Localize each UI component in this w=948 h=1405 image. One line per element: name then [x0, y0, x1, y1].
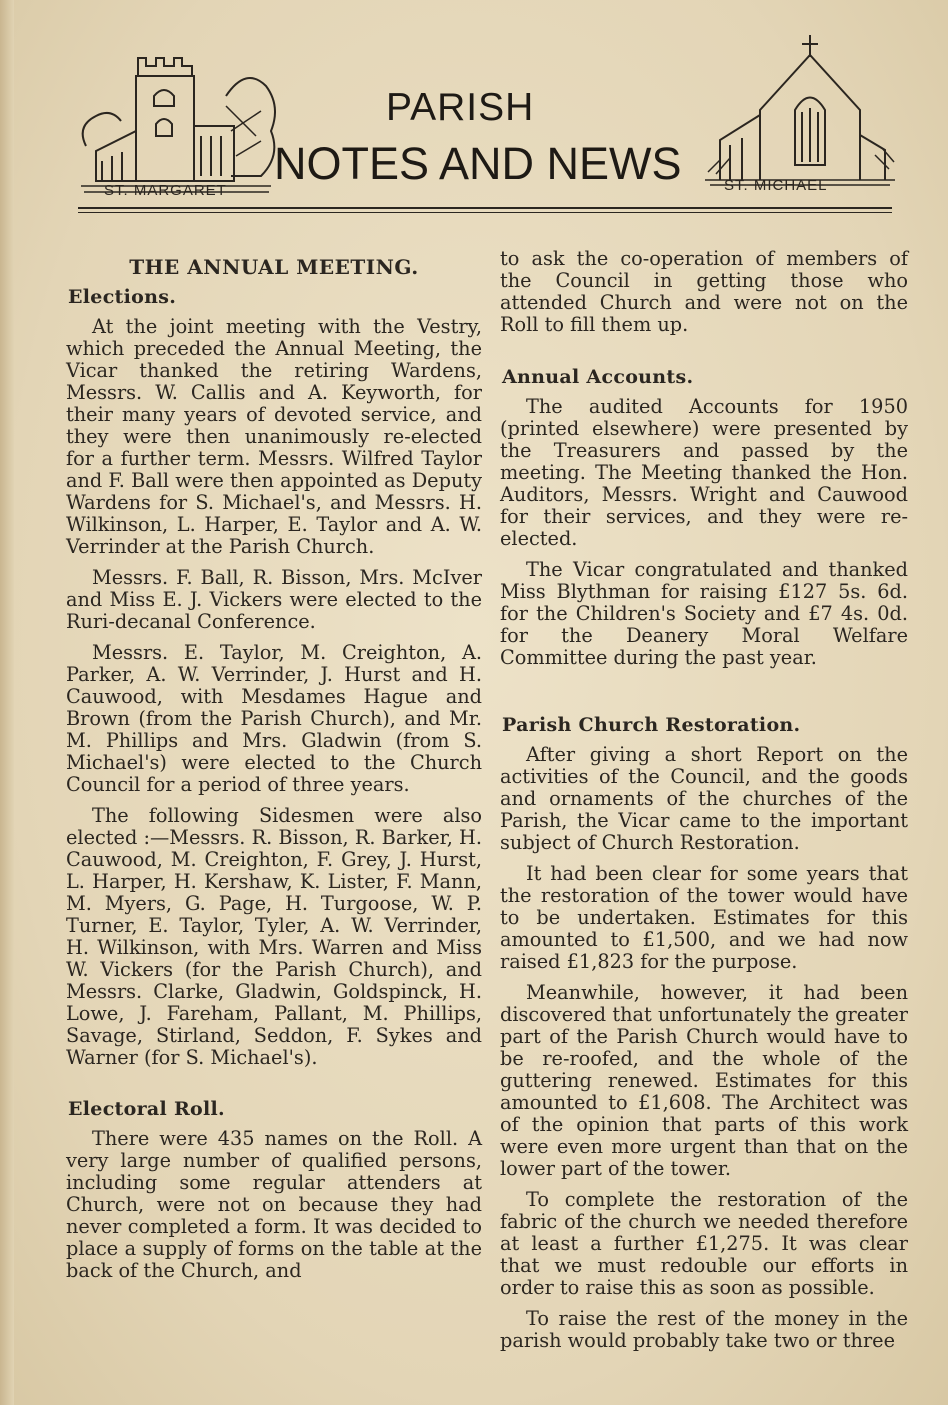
right-column — [500, 248, 908, 1361]
restoration-heading: Parish Church Restoration. — [502, 714, 801, 736]
elections-paragraph-3: Messrs. E. Taylor, M. Creighton, A. Parker, A. W. Verrinder, J. Hurst and H. Cauwood, with Mesdames Hague and Brown (from the Parish Church), and Mr. M. Phillips and Mrs. Gladwin (from S. Michael's) were elected to the Church Council for a period of three years. — [66, 641, 482, 796]
accounts-paragraph-2: The Vicar congratulated and thanked Miss Blythman for raising £127 5s. 6d. for the Children's Society and £7 4s. 0d. for the Deanery Moral Welfare Committee during the past year. — [500, 558, 908, 669]
continued-paragraph: to ask the co-operation of members of the Council in getting those who attended Church and were not on the Roll to fill them up. — [500, 247, 908, 336]
restoration-paragraph-2: It had been clear for some years that the restoration of the tower would have to be undertaken. Estimates for this amounted to £1,500, and we had now raised £1,823 for the purpose. — [500, 862, 908, 973]
restoration-paragraph-3: Meanwhile, however, it had been discovered that unfortunately the greater part of the Parish Church would have to be re-roofed, and the whole of the guttering renewed. Estimates for this amounted to £1,608. The Architect was of the opinion that parts of this work were even more urgent than that on the lower part of the tower. — [500, 981, 908, 1180]
masthead-title-line2: NOTES AND NEWS — [274, 138, 682, 189]
st-michael-label: ST. MICHAEL — [724, 177, 828, 194]
elections-paragraph-1: At the joint meeting with the Vestry, which preceded the Annual Meeting, the Vicar thanked the retiring Wardens, Messrs. W. Callis and A. Keyworth, for their many years of devoted service, and they were then unanimously re-elected for a further term. Messrs. Wilfred Taylor and F. Ball were then appointed as Deputy Wardens for S. Michael's, and Messrs. H. Wilkinson, L. Harper, E. Taylor and A. W. Verrinder at the Parish Church. — [66, 315, 482, 558]
restoration-paragraph-4: To complete the restoration of the fabric of the church we needed therefore at least a further £1,275. It was clear that we must redouble our efforts in order to raise this as soon as possible. — [500, 1188, 908, 1299]
st-margaret-church-illustration — [76, 36, 276, 204]
elections-paragraph-2: Messrs. F. Ball, R. Bisson, Mrs. McIver and Miss E. J. Vickers were elected to the Ruri-decanal Conference. — [66, 566, 482, 633]
masthead-rule — [78, 207, 892, 209]
elections-heading: Elections. — [68, 286, 177, 308]
masthead — [0, 0, 948, 220]
accounts-paragraph-1: The audited Accounts for 1950 (printed elsewhere) were presented by the Treasurers and passed by the meeting. The Meeting thanked the Hon. Auditors, Messrs. Wright and Cauwood for their services, and they were re-elected. — [500, 395, 908, 550]
masthead-rule-thin — [78, 212, 892, 213]
restoration-paragraph-5: To raise the rest of the money in the parish would probably take two or three — [500, 1307, 908, 1352]
left-column — [66, 248, 482, 1291]
electoral-roll-heading: Electoral Roll. — [68, 1098, 225, 1120]
article-title: THE ANNUAL MEETING. — [129, 255, 419, 279]
restoration-paragraph-1: After giving a short Report on the activities of the Council, and the goods and ornaments of the churches of the Parish, the Vicar came to the important subject of Church Restoration. — [500, 743, 908, 854]
elections-paragraph-4: The following Sidesmen were also elected :—Messrs. R. Bisson, R. Barker, H. Cauwood, M. Creighton, F. Grey, J. Hurst, L. Harper, H. Kershaw, K. Lister, F. Mann, M. Myers, G. Page, H. Turgoose, W. P. Turner, E. Taylor, Tyler, A. W. Verrinder, H. Wilkinson, with Mrs. Warren and Miss W. Vickers (for the Parish Church), and Messrs. Clarke, Gladwin, Goldspinck, H. Lowe, J. Fareham, Pallant, M. Phillips, Savage, Stirland, Seddon, F. Sykes and Warner (for S. Michael's). — [66, 804, 482, 1069]
masthead-title-line1: PARISH — [386, 86, 535, 129]
st-margaret-label: ST. MARGARET — [104, 182, 227, 199]
annual-accounts-heading: Annual Accounts. — [502, 366, 694, 388]
electoral-roll-paragraph: There were 435 names on the Roll. A very large number of qualified persons, including some regular attenders at Church, were not on because they had never completed a form. It was decided to place a supply of forms on the table at the back of the Church, and — [66, 1127, 482, 1282]
